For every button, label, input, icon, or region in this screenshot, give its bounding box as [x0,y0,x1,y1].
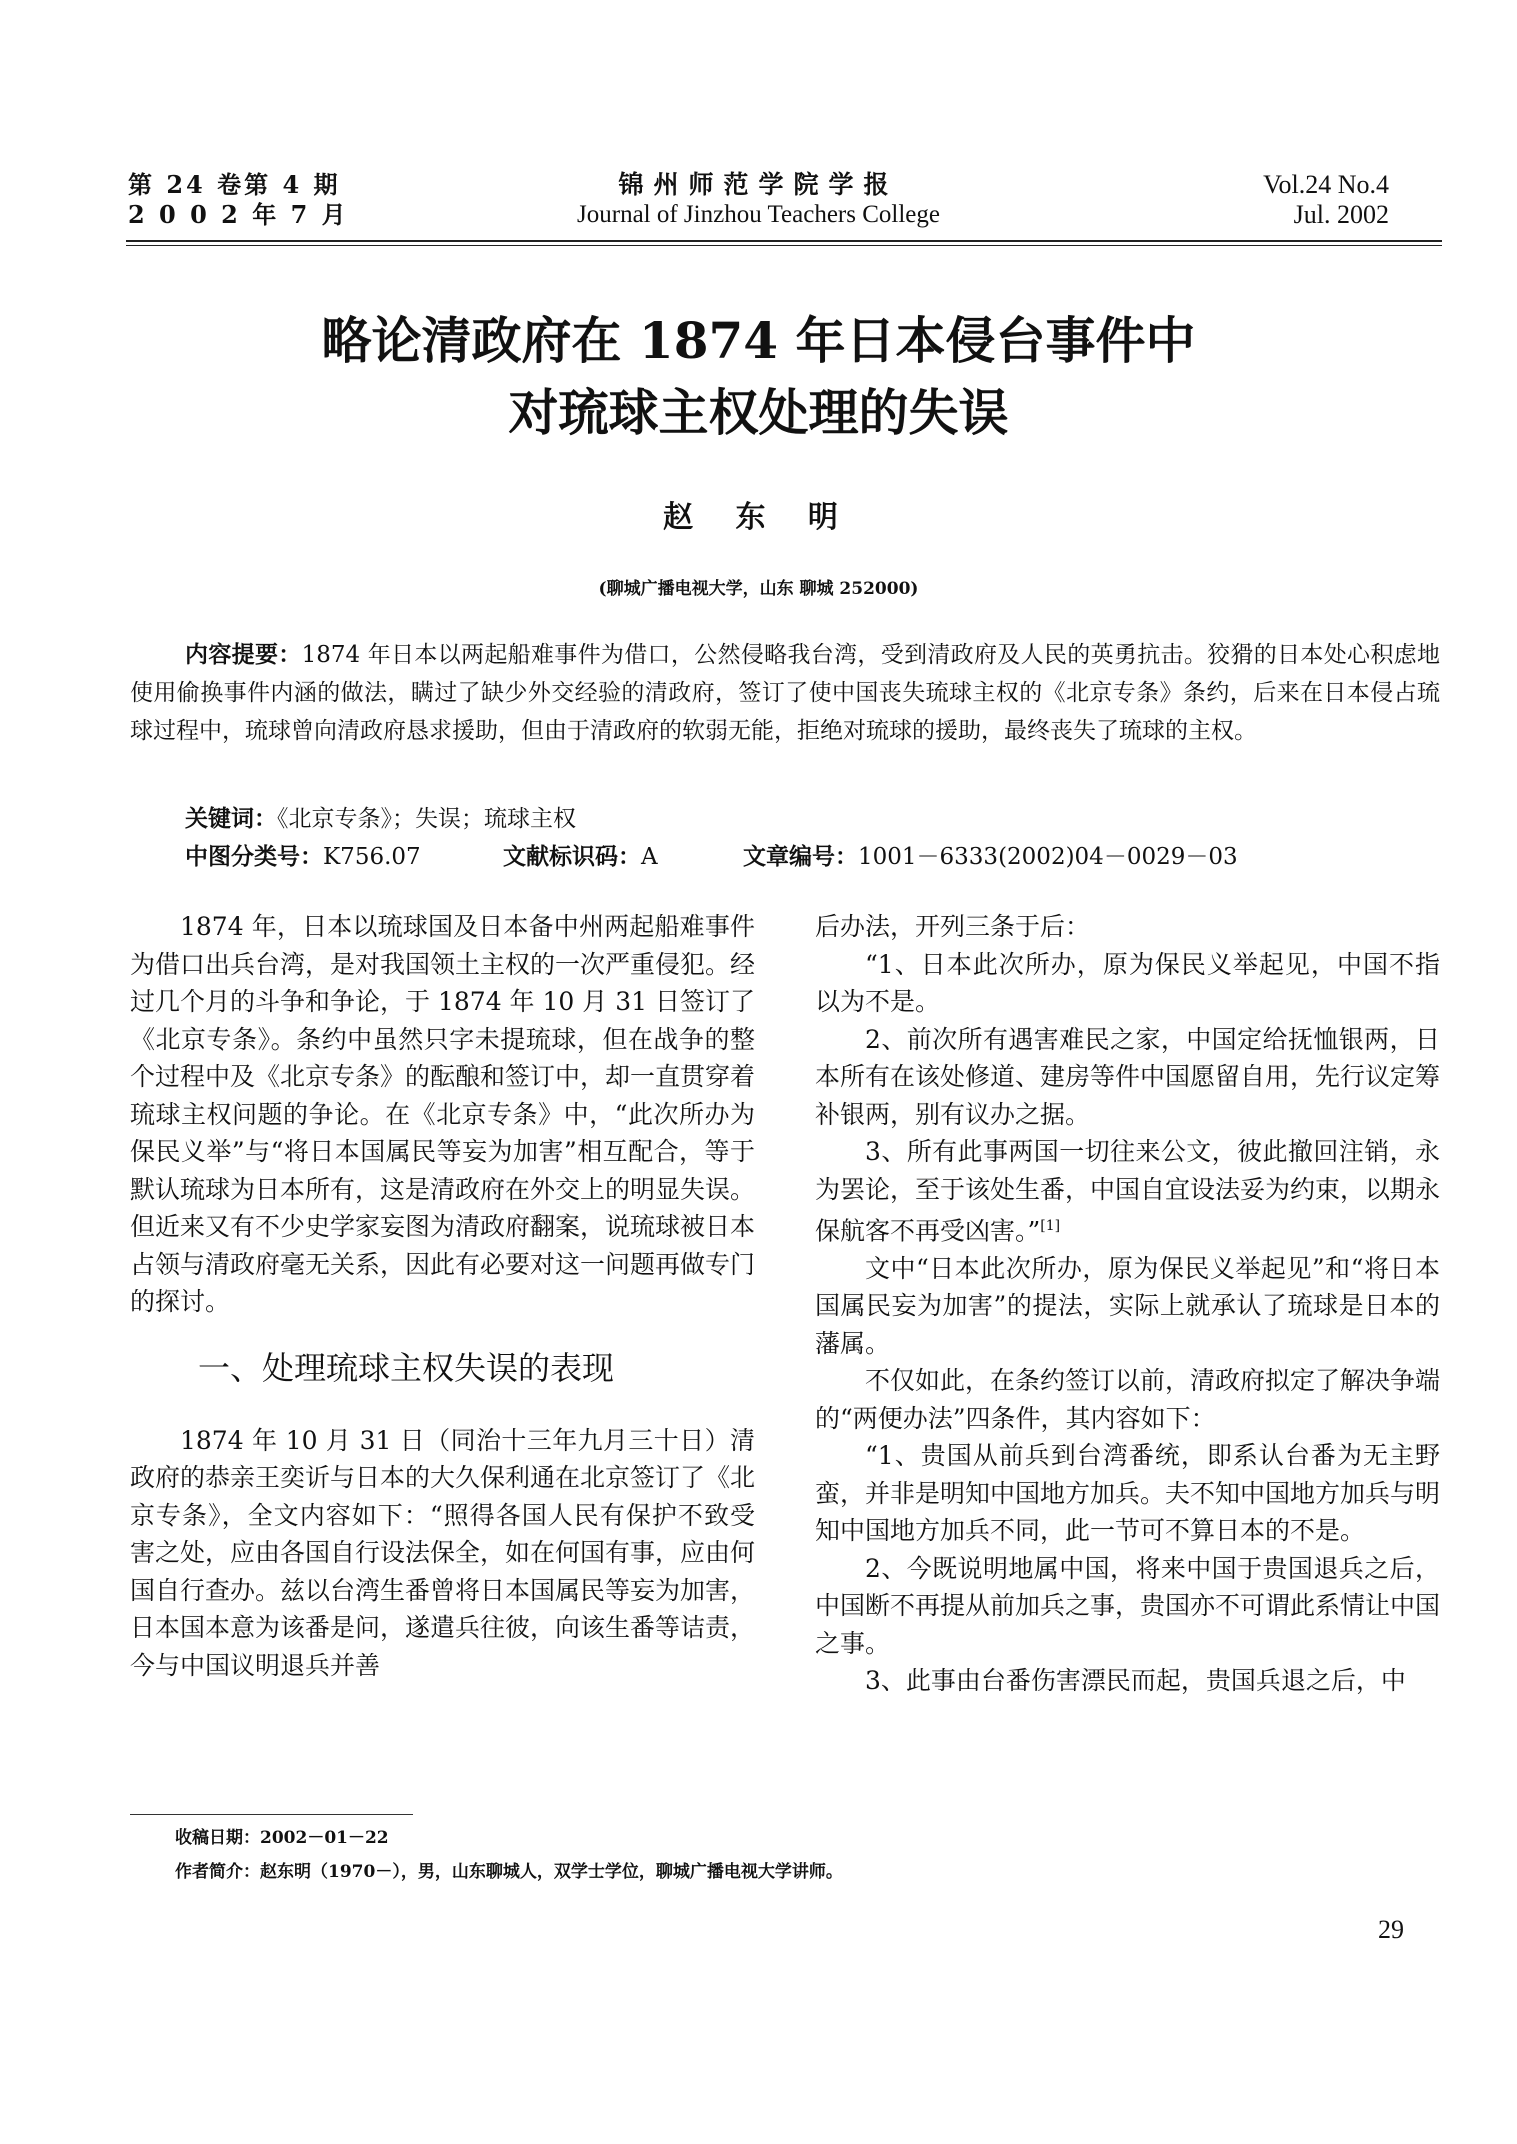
journal-name-en: Journal of Jinzhou Teachers College [577,201,940,228]
header-rule-thick [126,240,1442,242]
journal-vol-no [1263,170,1389,230]
author-affiliation: (聊城广播电视大学，山东 聊城 252000) [598,579,919,599]
article-number-label: 文章编号： [743,843,858,870]
paragraph-text: 3、所有此事两国一切往来公文，彼此撤回注销，永为罢论，至于该处生番，中国自宜设法妥为约束，以期永保航客不再受凶害。” [815,1137,1441,1246]
title-line-2: 对琉球主权处理的失误 [508,383,1009,442]
article-author: 赵 东 明 [663,500,854,535]
paragraph: 2、今既说明地属中国，将来中国于贵国退兵之后，中国断不再提从前加兵之事，贵国亦不可谓此系情让中国之事。 [815,1553,1441,1658]
clc-label: 中图分类号： [185,843,323,870]
paragraph: 2、前次所有遇害难民之家，中国定给抚恤银两，日本所有在该处修道、建房等件中国愿留自用，先行议定筹补银两，别有议办之据。 [815,1024,1441,1129]
abstract [130,636,1440,750]
paragraph: 1874 年，日本以琉球国及日本备中州两起船难事件为借口出兵台湾，是对我国领土主权的一次严重侵犯。经过几个月的斗争和争论，于 1874 年 10 月 31 日签订了《北京专条》。条约中虽然只字未提琉球，但在战争的整个过程中及《北京专条》的酝酿和签订中，却一直贯穿着琉球主权问题的争论。在《北京专条》中，“此次所办为保民义举”与“将日本国属民等妄为加害”相互配合，等于默认琉球为日本所有，这是清政府在外交上的明显失误。但近来又有不少史学家妄图为清政府翻案，说琉球被日本占领与清政府毫无关系，因此有必要对这一问题再做专门的探讨。 [130,912,756,1316]
citation-ref: [1] [1040,1218,1061,1234]
keywords-text: 《北京专条》；失误；琉球主权 [277,806,576,832]
vol-no-line: Vol.24 No.4 [1263,170,1389,199]
abstract-label: 内容提要： [185,641,302,668]
body-column-right [815,908,1440,1700]
article-number-value: 1001－6333(2002)04－0029－03 [858,844,1238,870]
doc-code-value: A [641,844,658,870]
keywords-label: 关键词： [185,805,277,832]
abstract-text: 1874 年日本以两起船难事件为借口，公然侵略我台湾，受到清政府及人民的英勇抗击。狡猾的日本处心积虑地使用偷换事件内涵的做法，瞒过了缺少外交经验的清政府，签订了使中国丧失琉球主权的《北京专条》条约，后来在日本侵占琉球过程中，琉球曾向清政府恳求援助，但由于清政府的软弱无能，拒绝对琉球的援助，最终丧失了琉球的主权。 [130,642,1440,744]
paragraph [815,1133,1440,1250]
paragraph: 3、此事由台番伤害漂民而起，贵国兵退之后，中 [865,1666,1406,1696]
paragraph: “1、贵国从前兵到台湾番统，即系认台番为无主野蛮，并非是明知中国地方加兵。夫不知中国地方加兵与明知中国地方加兵不同，此一节可不算日本的不是。 [815,1441,1441,1546]
page-number: 29 [1378,1915,1404,1944]
classification-line [185,838,1238,876]
title-line-1: 略论清政府在 1874 年日本侵台事件中 [321,311,1196,370]
section-heading: 一、处理琉球主权失误的表现 [198,1348,615,1387]
paragraph: 不仅如此，在条约签订以前，清政府拟定了解决争端的“两便办法”四条件，其内容如下： [815,1366,1441,1433]
paragraph: “1、日本此次所办，原为保民义举起见，中国不指以为不是。 [815,949,1440,1016]
paragraph: 文中“日本此次所办，原为保民义举起见”和“将日本国属民妄为加害”的提法，实际上就承认了琉球是日本的藩属。 [815,1253,1440,1358]
paragraph: 后办法，开列三条于后： [815,912,1091,941]
body-column-left [130,908,755,1684]
keywords [185,800,576,838]
author-bio: 作者简介：赵东明（1970－），男，山东聊城人，双学士学位，聊城广播电视大学讲师。 [175,1862,843,1882]
clc-value: K756.07 [323,844,421,870]
article-title [0,305,1517,449]
publication-date-line: 2 0 0 2 年 7 月 [128,200,349,229]
journal-name-cn: 锦州师范学院学报 [618,170,899,199]
footnote-rule [130,1814,413,1815]
doc-code-label: 文献标识码： [503,843,641,870]
paragraph: 1874 年 10 月 31 日（同治十三年九月三十日）清政府的恭亲王奕䜣与日本的大久保利通在北京签订了《北京专条》，全文内容如下：“照得各国人民有保护不致受害之处，应由各国自行设法保全，如在何国有事，应由何国自行查办。兹以台湾生番曾将日本国属民等妄为加害，日本国本意为该番是问，遂遣兵往彼，向该生番等诘责，今与中国议明退兵并善 [130,1425,756,1680]
volume-issue-line: 第 24 卷第 4 期 [128,170,341,199]
header-rule-thin [126,245,1442,246]
received-date: 收稿日期：2002－01－22 [175,1828,389,1848]
date-line-en: Jul. 2002 [1293,200,1389,229]
